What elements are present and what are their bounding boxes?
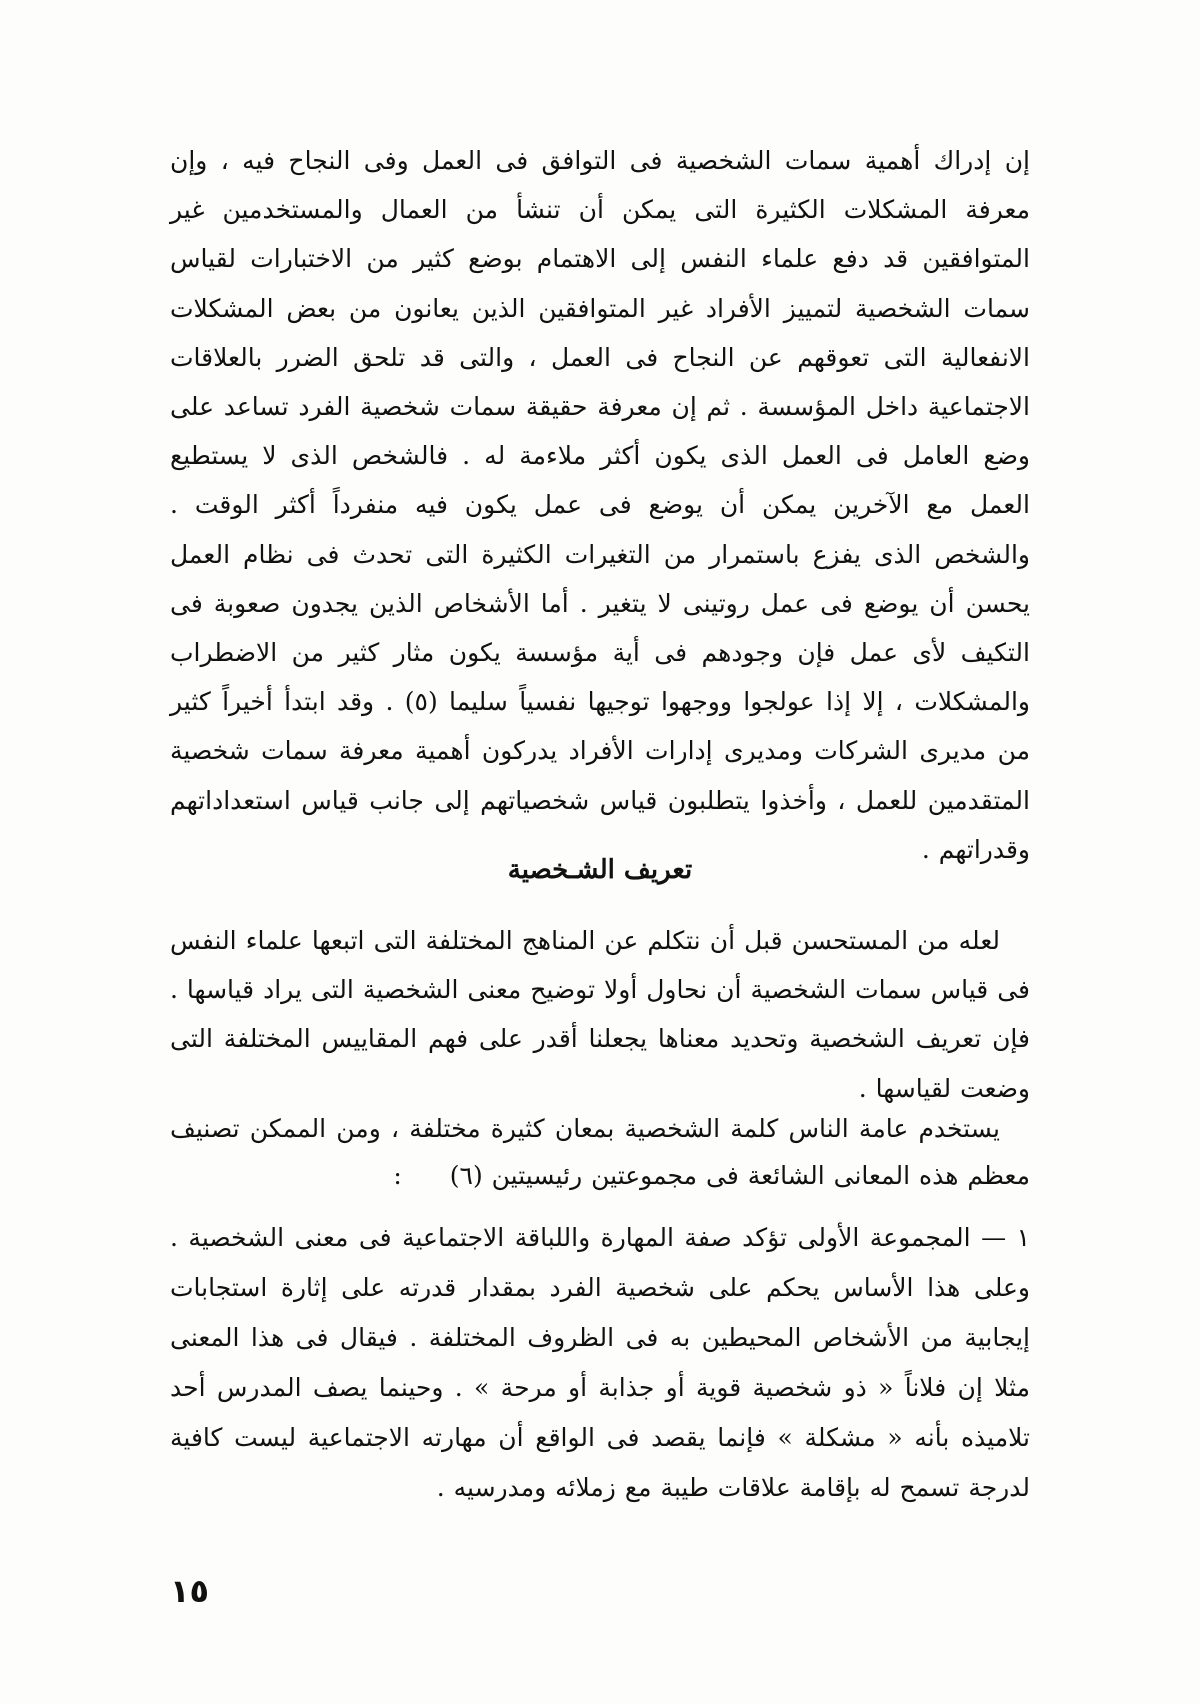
page-number: ١٥ <box>170 1572 210 1610</box>
paragraph-personality-importance: إن إدراك أهمية سمات الشخصية فى التوافق فى العمل وفى النجاح فيه ، وإن معرفة المشكلات الكثيرة التى يمكن أن تنشأ من العمال والمستخدمين غير المتوافقين قد دفع علماء النفس إلى الاهتمام بوضع كثير من الاختبارات لقياس سمات الشخصية لتمييز الأفراد غير المتوافقين الذين يعانون من بعض المشكلات الانفعالية التى تعوقهم عن النجاح فى العمل ، والتى قد تلحق الضرر بالعلاقات الاجتماعية داخل المؤسسة . ثم إن معرفة حقيقة سمات شخصية الفرد تساعد على وضع العامل فى العمل الذى يكون أكثر ملاءمة له . فالشخص الذى لا يستطيع العمل مع الآخرين يمكن أن يوضع فى عمل يكون فيه منفرداً أكثر الوقت . والشخص الذى يفزع باستمرار من التغيرات الكثيرة التى تحدث فى نظام العمل يحسن أن يوضع فى عمل روتينى لا يتغير . أما الأشخاص الذين يجدون صعوبة فى التكيف لأى عمل فإن وجودهم فى أية مؤسسة يكون مثار كثير من الاضطراب والمشكلات ، إلا إذا عولجوا ووجهوا توجيها نفسياً سليما (٥) . وقد ابتدأ أخيراً كثير من مديرى الشركات ومديرى إدارات الأفراد يدركون أهمية معرفة سمات شخصية المتقدمين للعمل ، وأخذوا يتطلبون قياس شخصياتهم إلى جانب قياس استعداداتهم وقدراتهم . <box>170 146 1030 864</box>
paragraph-common-meanings-text: يستخدم عامة الناس كلمة الشخصية بمعان كثيرة مختلفة ، ومن الممكن تصنيف معظم هذه المعانى الشائعة فى مجموعتين رئيسيتين (٦) <box>170 1114 1030 1190</box>
paragraph-colon: : <box>393 1161 402 1190</box>
paragraph-common-meanings <box>170 1105 1030 1199</box>
section-heading: تعريف الشـخصية <box>507 855 693 885</box>
paragraph-definition-intro: لعله من المستحسن قبل أن نتكلم عن المناهج المختلفة التى اتبعها علماء النفس فى قياس سمات الشخصية أن نحاول أولا توضيح معنى الشخصية التى يراد قياسها . فإن تعريف الشخصية وتحديد معناها يجعلنا أقدر على فهم المقاييس المختلفة التى وضعت لقياسها . <box>170 926 1030 1103</box>
paragraph-first-group: ١ — المجموعة الأولى تؤكد صفة المهارة واللباقة الاجتماعية فى معنى الشخصية . وعلى هذا الأساس يحكم على شخصية الفرد بمقدار قدرته على إثارة استجابات إيجابية من الأشخاص المحيطين به فى الظروف المختلفة . فيقال فى هذا المعنى مثلا إن فلاناً « ذو شخصية قوية أو جذابة أو مرحة » . وحينما يصف المدرس أحد تلاميذه بأنه « مشكلة » فإنما يقصد فى الواقع أن مهارته الاجتماعية ليست كافية لدرجة تسمح له بإقامة علاقات طيبة مع زملائه ومدرسيه . <box>170 1223 1030 1502</box>
